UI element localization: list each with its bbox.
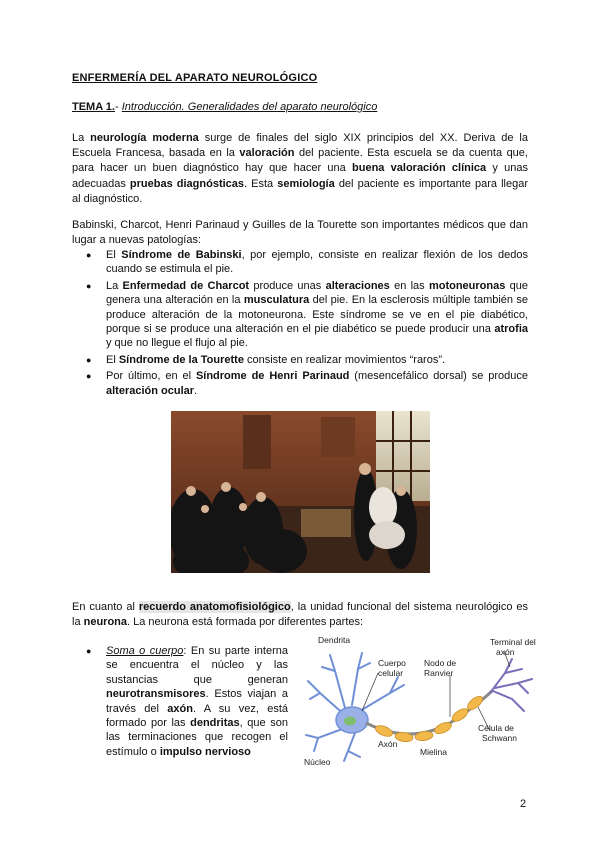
label-nucleo: Núcleo <box>304 757 331 767</box>
list-item: ● El Síndrome de Babinski, por ejemplo, consiste en realizar flexión de los dedos cuando se estimula el pie. <box>72 248 528 277</box>
label-dendrita: Dendrita <box>318 635 351 645</box>
charcot-lesson-painting <box>171 411 430 573</box>
document-title: ENFERMERÍA DEL APARATO NEUROLÓGICO <box>72 72 318 84</box>
section-separator: - <box>115 101 122 113</box>
list-item: ● Por último, en el Síndrome de Henri Parinaud (mesencefálico dorsal) se produce alteración ocular. <box>72 369 528 398</box>
label-terminal-1: Terminal del <box>490 637 536 647</box>
neuron-parts-list <box>72 644 288 761</box>
myelin-sheaths <box>374 694 485 743</box>
page-number: 2 <box>520 798 527 810</box>
label-schwann-1: Célula de <box>478 723 514 733</box>
syndromes-list <box>72 248 528 400</box>
label-cuerpo-1: Cuerpo <box>378 658 406 668</box>
label-schwann-2: Schwann <box>482 733 517 743</box>
section-heading <box>72 101 377 113</box>
neuron-diagram <box>300 633 540 768</box>
neuron-diagram-svg <box>300 633 540 768</box>
label-nodo-1: Nodo de <box>424 658 457 668</box>
nucleus-shape <box>344 717 356 726</box>
label-terminal-2: axón <box>496 647 515 657</box>
label-cuerpo-2: celular <box>378 668 404 678</box>
axon-terminal <box>490 659 532 711</box>
label-mielina: Mielina <box>420 747 447 757</box>
list-item: ● Soma o cuerpo: En su parte interna se encuentra el núcleo y las sustancias que generan neurotransmisores. Estos viajan a través del axón. A su vez, está formado por las dendritas, que son las terminaciones que recogen el estímulo o impulso nervioso <box>72 644 288 759</box>
intro-paragraph: La neurología moderna surge de finales del siglo XIX principios del XX. Deriva de la Escuela Francesa, basada en la valoración del paciente. Esta escuela se da cuenta que, para hacer un buen diagnóstico hay que hacer una buena valoración clínica y unas adecuadas pruebas diagnósticas. Esta semiología del paciente es importante para llegar al diagnóstico. <box>72 132 528 205</box>
painting-image <box>171 411 430 573</box>
anatomy-paragraph: En cuanto al recuerdo anatomofisiológico, la unidad funcional del sistema neurológico es la neurona. La neurona está formada por diferentes partes: <box>72 601 528 629</box>
label-axon: Axón <box>378 739 398 749</box>
list-item: ● El Síndrome de la Tourette consiste en realizar movimientos “raros”. <box>72 353 528 367</box>
list-item: ● La Enfermedad de Charcot produce unas alteraciones en las motoneuronas que genera una alteración en la musculatura del pie. En la esclerosis múltiple también se produce alteración de la motoneurona. Este síndrome se ve en el pie diabético, porque si se produce una alteración en el pie diabético se puede producir una atrofia y que no llegue el flujo al pie. <box>72 279 528 351</box>
section-label: TEMA 1. <box>72 101 115 113</box>
label-nodo-2: Ranvier <box>424 668 454 678</box>
doctors-paragraph: Babinski, Charcot, Henri Parinaud y Guilles de la Tourette son importantes médicos que dan lugar a nuevas patologías: <box>72 219 528 247</box>
section-subtitle: Introducción. Generalidades del aparato neurológico <box>121 101 378 113</box>
